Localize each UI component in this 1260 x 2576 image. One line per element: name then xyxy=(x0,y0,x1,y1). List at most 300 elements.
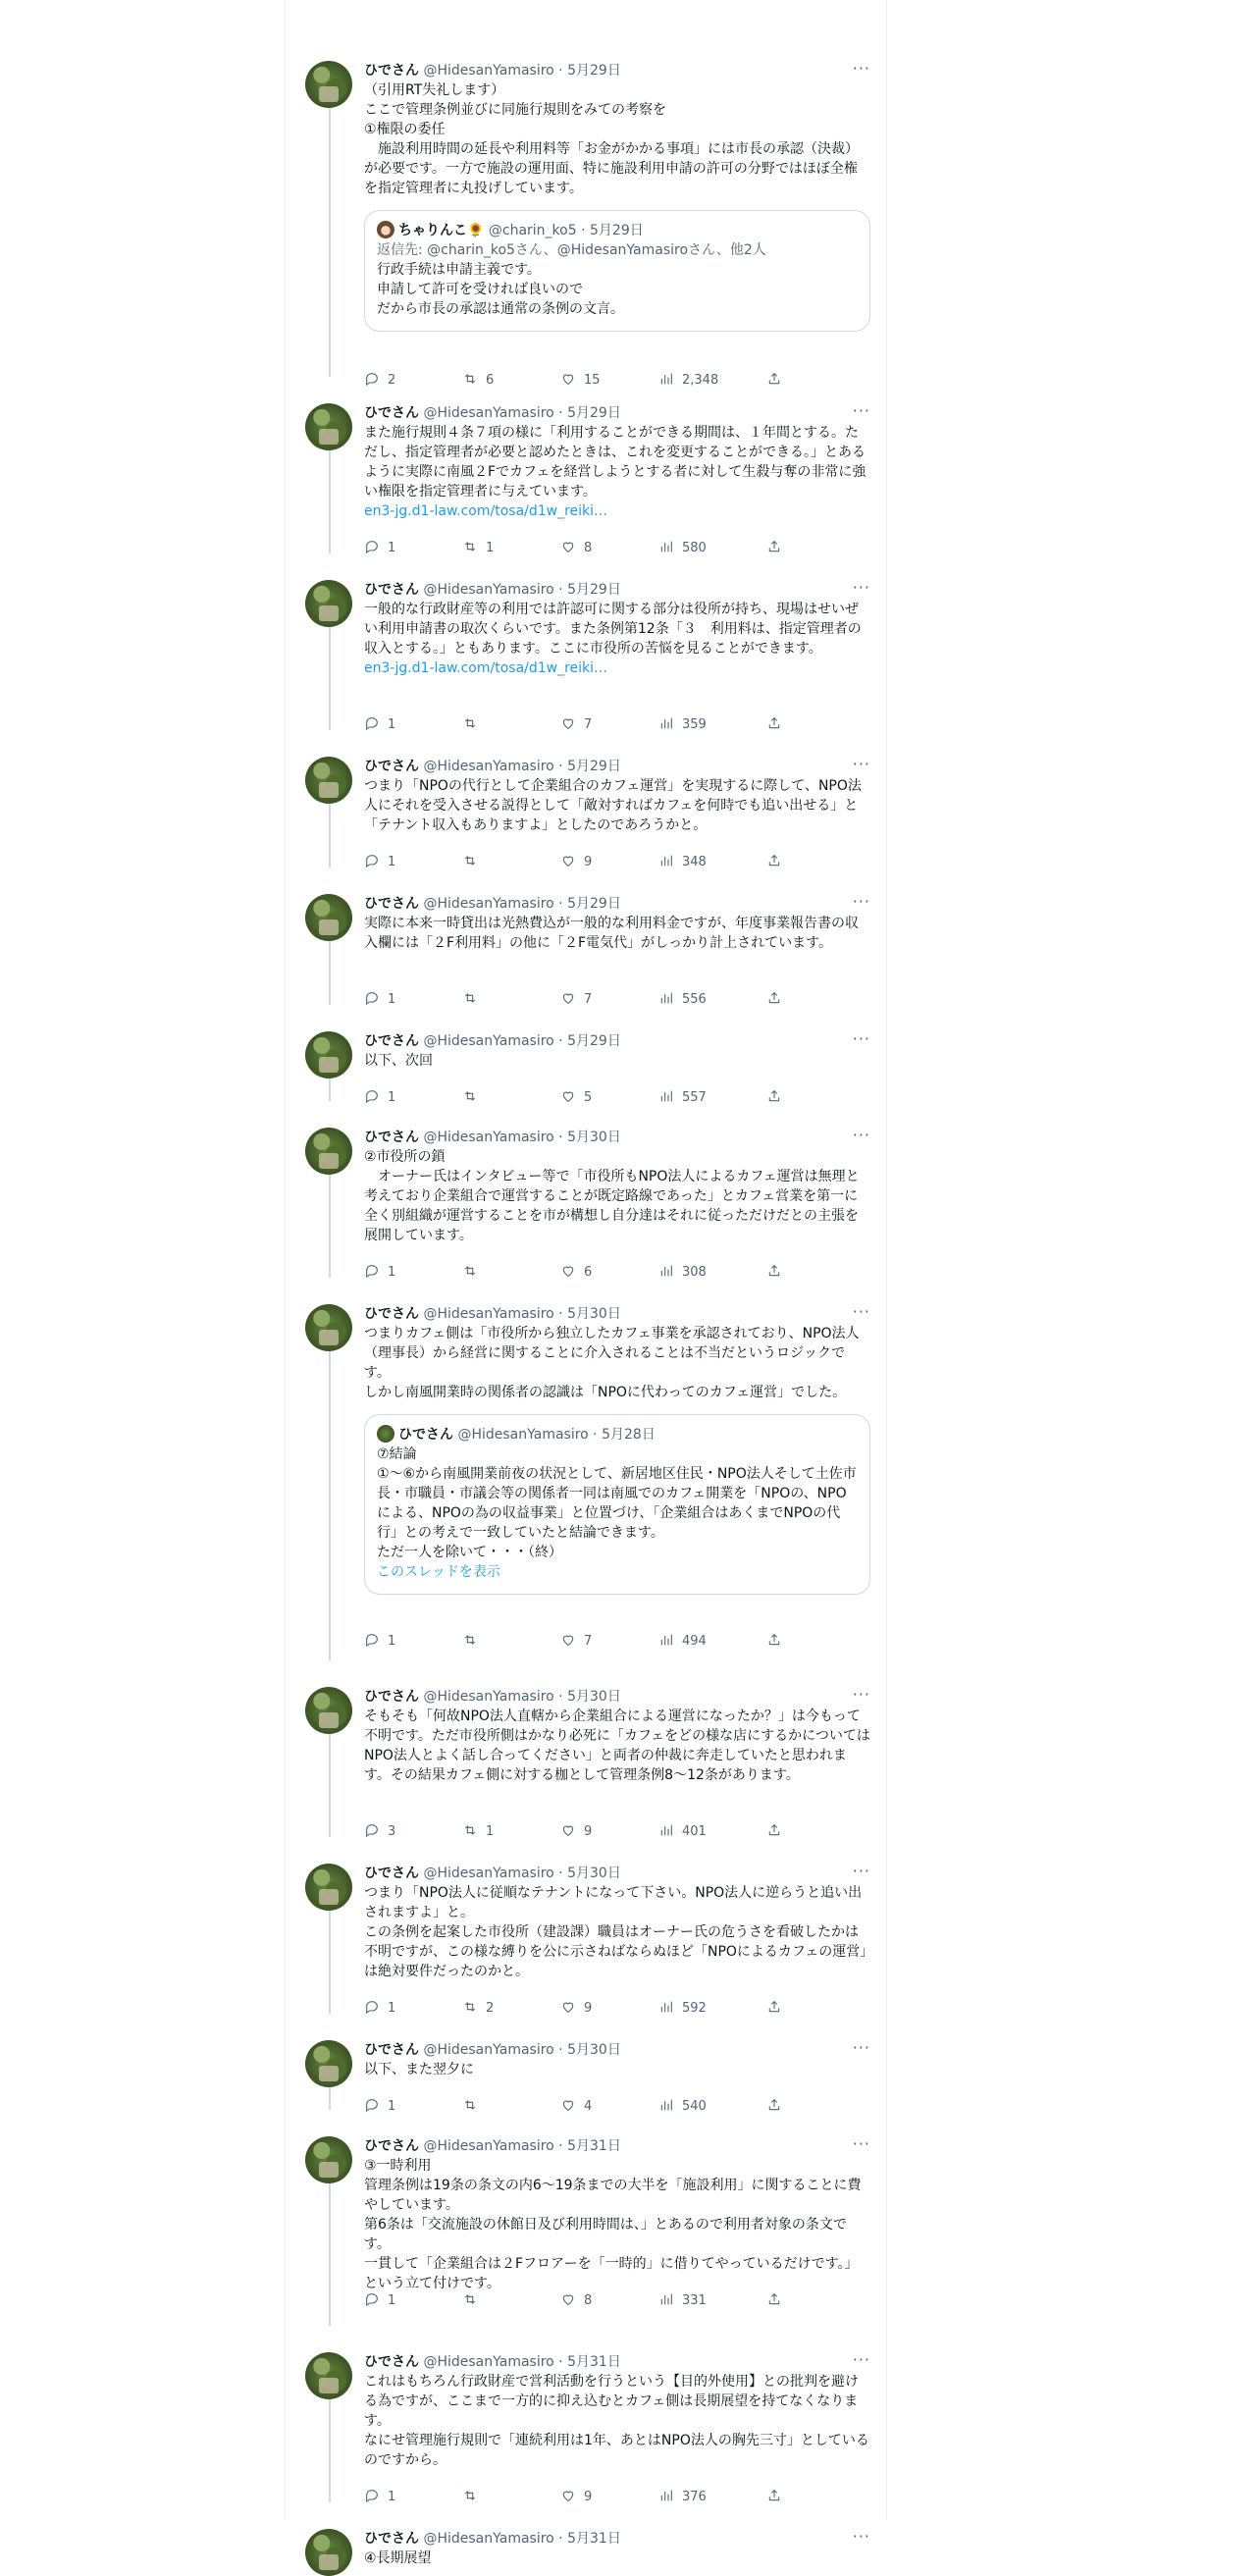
separator-dot: · xyxy=(553,582,568,598)
author-name[interactable]: ひでさん xyxy=(364,582,419,598)
author-handle[interactable]: @HidesanYamasiro xyxy=(423,1866,554,1881)
like-button[interactable] xyxy=(560,1822,592,1842)
reply-icon xyxy=(364,1265,388,1280)
tweet-body xyxy=(364,1685,870,1839)
heart-icon xyxy=(560,855,584,869)
avatar[interactable] xyxy=(305,894,352,941)
reply-icon xyxy=(364,1634,388,1649)
tweet-actions xyxy=(364,715,786,735)
author-handle[interactable]: @HidesanYamasiro xyxy=(423,405,554,421)
more-options-icon[interactable]: ··· xyxy=(852,578,870,597)
tweet-body xyxy=(364,892,870,1007)
retweet-icon xyxy=(462,2099,486,2114)
tweet-header xyxy=(364,580,870,600)
thread-connector-line xyxy=(329,1174,331,1278)
avatar[interactable] xyxy=(305,757,352,804)
tweet-actions xyxy=(364,2488,786,2507)
heart-icon xyxy=(560,2099,584,2114)
quoted-reply-to: 返信先: @charin_ko5さん、@HidesanYamasiroさん、他2人 xyxy=(377,242,766,258)
tweet-header xyxy=(364,757,870,776)
tweet-date[interactable]: 5月29日 xyxy=(567,582,621,598)
tweet-header xyxy=(364,2136,870,2156)
like-count: 8 xyxy=(584,2293,593,2308)
tweet-actions xyxy=(364,853,786,872)
tweet-body xyxy=(364,401,870,555)
tweet-header xyxy=(364,1864,870,1883)
retweet-button[interactable] xyxy=(462,990,486,1010)
share-button[interactable] xyxy=(766,2097,790,2117)
reply-button[interactable] xyxy=(364,715,395,735)
retweet-icon xyxy=(462,541,486,555)
bar-chart-icon xyxy=(658,541,682,555)
view-count: 348 xyxy=(682,855,707,869)
tweet-header xyxy=(364,403,870,423)
retweet-button[interactable] xyxy=(462,371,494,391)
retweet-button[interactable] xyxy=(462,2488,486,2507)
tweet-link[interactable]: en3-jg.d1-law.com/tosa/d1w_reiki… xyxy=(364,660,608,676)
like-button[interactable] xyxy=(560,371,601,391)
quoted-author-name: ちゃりんこ🌻 xyxy=(398,223,485,238)
heart-icon xyxy=(560,2293,584,2308)
tweet-date[interactable]: 5月31日 xyxy=(567,2354,621,2370)
share-button[interactable] xyxy=(766,371,790,391)
views-button[interactable] xyxy=(658,1999,707,2019)
like-count: 9 xyxy=(584,855,593,869)
tweet-actions xyxy=(364,1999,786,2019)
share-icon xyxy=(766,1634,790,1649)
tweet-date[interactable]: 5月31日 xyxy=(567,2531,621,2547)
retweet-button[interactable] xyxy=(462,2291,486,2311)
share-icon xyxy=(766,541,790,555)
tweet-text: ④長期展望 xyxy=(364,2550,432,2566)
view-count: 540 xyxy=(682,2099,707,2114)
like-count: 15 xyxy=(584,373,601,388)
like-button[interactable] xyxy=(560,715,592,735)
reply-count: 1 xyxy=(388,1090,396,1105)
like-button[interactable] xyxy=(560,2097,592,2117)
thread-connector-line xyxy=(329,1733,331,1837)
more-options-icon[interactable]: ··· xyxy=(852,1029,870,1048)
view-count: 401 xyxy=(682,1824,707,1839)
avatar[interactable] xyxy=(305,2529,352,2576)
reply-button[interactable] xyxy=(364,1822,395,1842)
separator-dot: · xyxy=(588,1427,603,1443)
reply-icon xyxy=(364,2099,388,2114)
share-icon xyxy=(766,992,790,1007)
tweet-link[interactable]: en3-jg.d1-law.com/tosa/d1w_reiki… xyxy=(364,503,608,519)
avatar[interactable] xyxy=(305,1864,352,1911)
tweet-actions xyxy=(364,990,786,1010)
reply-button[interactable] xyxy=(364,2488,395,2507)
quoted-avatar xyxy=(377,221,394,238)
separator-dot: · xyxy=(553,1306,568,1322)
author-handle[interactable]: @HidesanYamasiro xyxy=(423,1689,554,1705)
tweet-header xyxy=(364,2040,870,2060)
retweet-button[interactable] xyxy=(462,2097,486,2117)
views-button[interactable] xyxy=(658,2291,707,2311)
tweet-body xyxy=(364,1862,870,2016)
bar-chart-icon xyxy=(658,1634,682,1649)
author-name[interactable]: ひでさん xyxy=(364,405,419,421)
more-options-icon[interactable]: ··· xyxy=(852,1302,870,1321)
more-options-icon[interactable]: ··· xyxy=(852,892,870,911)
like-button[interactable] xyxy=(560,1263,592,1283)
tweet-body xyxy=(364,1126,870,1280)
more-options-icon[interactable]: ··· xyxy=(852,2527,870,2546)
share-button[interactable] xyxy=(766,1088,790,1108)
tweet-body xyxy=(364,1302,870,1649)
share-button[interactable] xyxy=(766,1822,790,1842)
more-options-icon[interactable]: ··· xyxy=(852,1685,870,1704)
thread-connector-line xyxy=(329,2086,331,2110)
retweet-icon xyxy=(462,2001,486,2016)
reply-button[interactable] xyxy=(364,539,395,558)
like-button[interactable] xyxy=(560,2291,592,2311)
author-name[interactable]: ひでさん xyxy=(364,1866,419,1881)
separator-dot: · xyxy=(553,2138,568,2154)
like-count: 7 xyxy=(584,992,593,1007)
tweet-actions xyxy=(364,2291,786,2311)
bar-chart-icon xyxy=(658,1265,682,1280)
quoted-author-handle: @charin_ko5 xyxy=(488,223,577,238)
share-button[interactable] xyxy=(766,715,790,735)
author-name[interactable]: ひでさん xyxy=(364,1033,419,1049)
tweet-date[interactable]: 5月30日 xyxy=(567,2042,621,2058)
author-name[interactable]: ひでさん xyxy=(364,1130,419,1145)
like-button[interactable] xyxy=(560,1088,592,1108)
views-button[interactable] xyxy=(658,371,718,391)
tweet-body xyxy=(364,2350,870,2504)
tweet-actions xyxy=(364,1632,786,1652)
tweet-header xyxy=(364,1031,870,1051)
views-button[interactable] xyxy=(658,715,707,735)
share-icon xyxy=(766,2293,790,2308)
author-handle[interactable]: @HidesanYamasiro xyxy=(423,2531,554,2547)
thread-connector-line xyxy=(329,2398,331,2502)
author-handle[interactable]: @HidesanYamasiro xyxy=(423,2138,554,2154)
tweet-header xyxy=(364,894,870,914)
tweet-actions xyxy=(364,1088,786,1108)
share-icon xyxy=(766,2099,790,2114)
reply-icon xyxy=(364,1090,388,1105)
author-name[interactable]: ひでさん xyxy=(364,1306,419,1322)
avatar[interactable] xyxy=(305,1687,352,1734)
share-icon xyxy=(766,1090,790,1105)
avatar[interactable] xyxy=(305,403,352,450)
avatar[interactable] xyxy=(305,1031,352,1078)
retweet-button[interactable] xyxy=(462,1999,494,2019)
author-name[interactable]: ひでさん xyxy=(364,63,419,79)
tweet-text: つまり「NPOの代行として企業組合のカフェ運営」を実現するに際して、NPO法人にそれを受入させる説得として「敵対すればカフェを何時でも追い出せる」と「テナント収入もありますよ」としたのであろうかと。 xyxy=(364,778,862,833)
retweet-button[interactable] xyxy=(462,539,494,558)
separator-dot: · xyxy=(553,1866,568,1881)
heart-icon xyxy=(560,1634,584,1649)
retweet-button[interactable] xyxy=(462,1822,494,1842)
more-options-icon[interactable]: ··· xyxy=(852,2038,870,2057)
author-name[interactable]: ひでさん xyxy=(364,896,419,912)
show-thread-link[interactable]: このスレッドを表示 xyxy=(377,1564,500,1580)
thread-connector-line xyxy=(329,803,331,867)
separator-dot: · xyxy=(553,1689,568,1705)
retweet-button[interactable] xyxy=(462,715,486,735)
reply-icon xyxy=(364,1824,388,1839)
tweet-date[interactable]: 5月29日 xyxy=(567,896,621,912)
bar-chart-icon xyxy=(658,2099,682,2114)
author-name[interactable]: ひでさん xyxy=(364,2531,419,2547)
avatar[interactable] xyxy=(305,2136,352,2183)
tweet-body xyxy=(364,755,870,869)
view-count: 376 xyxy=(682,2490,707,2504)
quoted-tweet[interactable] xyxy=(364,1414,870,1595)
more-options-icon[interactable]: ··· xyxy=(852,1862,870,1880)
bar-chart-icon xyxy=(658,1090,682,1105)
reply-button[interactable] xyxy=(364,1999,395,2019)
like-count: 9 xyxy=(584,2001,593,2016)
retweet-icon xyxy=(462,855,486,869)
retweet-count: 6 xyxy=(486,373,495,388)
avatar[interactable] xyxy=(305,2040,352,2087)
like-count: 5 xyxy=(584,1090,593,1105)
reply-count: 1 xyxy=(388,2293,396,2308)
tweet-body xyxy=(364,2134,870,2308)
views-button[interactable] xyxy=(658,539,707,558)
reply-button[interactable] xyxy=(364,371,395,391)
separator-dot: · xyxy=(553,1130,568,1145)
avatar[interactable] xyxy=(305,61,352,108)
share-icon xyxy=(766,2490,790,2504)
reply-button[interactable] xyxy=(364,2291,395,2311)
view-count: 2,348 xyxy=(682,373,719,388)
tweet-thread xyxy=(286,0,886,2566)
view-count: 359 xyxy=(682,717,707,732)
reply-count: 1 xyxy=(388,541,396,555)
share-button[interactable] xyxy=(766,990,790,1010)
share-button[interactable] xyxy=(766,1263,790,1283)
quoted-tweet[interactable] xyxy=(364,210,870,332)
tweet-header xyxy=(364,1128,870,1147)
heart-icon xyxy=(560,541,584,555)
tweet-text: つまり「NPO法人に従順なテナントになって下さい。NPO法人に逆らうと追い出されますよ」と。 この条例を起案した市役所（建設課）職員はオーナー氏の危うさを看破したかは不明ですが、この様な縛りを公に示さねばならぬほど「NPOによるカフェの運営」は絶対要件だったのかと。 xyxy=(364,1885,867,1979)
bar-chart-icon xyxy=(658,373,682,388)
reply-count: 1 xyxy=(388,1265,396,1280)
quoted-text: ⑦結論 ①～⑥から南風開業前夜の状況として、新居地区住民・NPO法人そして土佐市長・市職員・市議会等の関係者一同は南風でのカフェ開業を「NPOの、NPOによる、NPOの為の収益事業」と位置づけ、「企業組合はあくまでNPOの代行」との考えで一致していたと結論できます。 ただ一人を除いて・・・（終） xyxy=(377,1446,857,1560)
reply-button[interactable] xyxy=(364,853,395,872)
like-button[interactable] xyxy=(560,539,592,558)
views-button[interactable] xyxy=(658,1088,707,1108)
quoted-tweet-header xyxy=(377,221,858,240)
quoted-text: 行政手続は申請主義です。 申請して許可を受ければ良いので だから市長の承認は通常の条例の文言。 xyxy=(377,262,624,317)
view-count: 494 xyxy=(682,1634,707,1649)
reply-count: 1 xyxy=(388,2099,396,2114)
author-name[interactable]: ひでさん xyxy=(364,1689,419,1705)
tweet-body xyxy=(364,1029,870,1105)
author-handle[interactable]: @HidesanYamasiro xyxy=(423,63,554,79)
author-handle[interactable]: @HidesanYamasiro xyxy=(423,2354,554,2370)
author-name[interactable]: ひでさん xyxy=(364,2042,419,2058)
quoted-author-name: ひでさん xyxy=(398,1427,453,1443)
view-count: 308 xyxy=(682,1265,707,1280)
like-button[interactable] xyxy=(560,853,592,872)
reply-button[interactable] xyxy=(364,1632,395,1652)
author-handle[interactable]: @HidesanYamasiro xyxy=(423,1306,554,1322)
share-button[interactable] xyxy=(766,853,790,872)
tweet-date[interactable]: 5月29日 xyxy=(567,405,621,421)
tweet-date[interactable]: 5月29日 xyxy=(567,63,621,79)
view-count: 580 xyxy=(682,541,707,555)
share-button[interactable] xyxy=(766,1999,790,2019)
tweet-header xyxy=(364,1304,870,1324)
bar-chart-icon xyxy=(658,2001,682,2016)
tweet-date[interactable]: 5月30日 xyxy=(567,1306,621,1322)
retweet-icon xyxy=(462,1634,486,1649)
tweet-text: また施行規則４条７項の様に「利用することができる期間は、１年間とする。ただし、指定管理者が必要と認めたときは、これを変更することができる。」とあるように実際に南風２Fでカフェを経営しようとする者に対して生殺与奪の非常に強い権限を指定管理者に与えています。 xyxy=(364,425,866,499)
more-options-icon[interactable]: ··· xyxy=(852,1126,870,1144)
more-options-icon[interactable]: ··· xyxy=(852,2350,870,2369)
separator-dot: · xyxy=(553,2354,568,2370)
reply-button[interactable] xyxy=(364,2097,395,2117)
author-name[interactable]: ひでさん xyxy=(364,759,419,774)
author-handle[interactable]: @HidesanYamasiro xyxy=(423,582,554,598)
tweet-date[interactable]: 5月30日 xyxy=(567,1689,621,1705)
tweet-header xyxy=(364,1687,870,1707)
tweet-header xyxy=(364,2352,870,2372)
reply-count: 1 xyxy=(388,2490,396,2504)
tweet-date[interactable]: 5月29日 xyxy=(567,759,621,774)
reply-button[interactable] xyxy=(364,1088,395,1108)
separator-dot: · xyxy=(553,2531,568,2547)
retweet-icon xyxy=(462,1090,486,1105)
avatar[interactable] xyxy=(305,1128,352,1175)
quoted-date: 5月29日 xyxy=(590,223,644,238)
avatar[interactable] xyxy=(305,1304,352,1351)
quoted-date: 5月28日 xyxy=(602,1427,656,1443)
tweet-text: ②市役所の鎖 オーナー氏はインタビュー等で「市役所もNPO法人によるカフェ運営は無理と考えており企業組合で運営することが既定路線であった」とカフェ営業を第一に全く別組織が運営することを市が構想し自分達はそれに従っただけだとの主張を展開しています。 xyxy=(364,1149,860,1243)
tweet-date[interactable]: 5月29日 xyxy=(567,1033,621,1049)
thread-connector-line xyxy=(329,940,331,1005)
more-options-icon[interactable]: ··· xyxy=(852,59,870,78)
author-name[interactable]: ひでさん xyxy=(364,2354,419,2370)
separator-dot: · xyxy=(553,759,568,774)
heart-icon xyxy=(560,2490,584,2504)
retweet-count: 1 xyxy=(486,1824,495,1839)
reply-button[interactable] xyxy=(364,1263,395,1283)
like-button[interactable] xyxy=(560,990,592,1010)
reply-icon xyxy=(364,717,388,732)
heart-icon xyxy=(560,1824,584,1839)
reply-count: 1 xyxy=(388,717,396,732)
avatar[interactable] xyxy=(305,2352,352,2399)
reply-button[interactable] xyxy=(364,990,395,1010)
retweet-button[interactable] xyxy=(462,1263,486,1283)
tweet-date[interactable]: 5月30日 xyxy=(567,1130,621,1145)
tweet-actions xyxy=(364,2097,786,2117)
share-button[interactable] xyxy=(766,2291,790,2311)
tweet-date[interactable]: 5月31日 xyxy=(567,2138,621,2154)
thread-connector-line xyxy=(329,1078,331,1101)
more-options-icon[interactable]: ··· xyxy=(852,401,870,420)
tweet-actions xyxy=(364,1822,786,1842)
retweet-button[interactable] xyxy=(462,853,486,872)
reply-count: 2 xyxy=(388,373,396,388)
like-button[interactable] xyxy=(560,2488,592,2507)
retweet-icon xyxy=(462,373,486,388)
reply-count: 3 xyxy=(388,1824,396,1839)
bar-chart-icon xyxy=(658,2293,682,2308)
views-button[interactable] xyxy=(658,1632,707,1652)
author-handle[interactable]: @HidesanYamasiro xyxy=(423,1033,554,1049)
author-handle[interactable]: @HidesanYamasiro xyxy=(423,896,554,912)
separator-dot: · xyxy=(553,896,568,912)
view-count: 331 xyxy=(682,2293,707,2308)
author-name[interactable]: ひでさん xyxy=(364,2138,419,2154)
tweet-text: 一般的な行政財産等の利用では許認可に関する部分は役所が持ち、現場はせいぜい利用申請書の取次くらいです。また条例第12条「３ 利用料は、指定管理者の収入とする。」ともあります。ここに市役所の苦悩を見ることができます。 xyxy=(364,602,862,657)
tweet-text: つまりカフェ側は「市役所から独立したカフェ事業を承認されており、NPO法人（理事長）から経営に関することに介入されることは不当だというロジックです。 しかし南風開業時の関係者の認識は「NPOに代わってのカフェ運営」でした。 xyxy=(364,1326,860,1400)
author-handle[interactable]: @HidesanYamasiro xyxy=(423,759,554,774)
thread-connector-line xyxy=(329,2182,331,2326)
tweet-date[interactable]: 5月30日 xyxy=(567,1866,621,1881)
more-options-icon[interactable]: ··· xyxy=(852,2134,870,2153)
heart-icon xyxy=(560,373,584,388)
views-button[interactable] xyxy=(658,990,707,1010)
separator-dot: · xyxy=(576,223,590,238)
thread-connector-line xyxy=(329,449,331,553)
views-button[interactable] xyxy=(658,1822,707,1842)
like-count: 6 xyxy=(584,1265,593,1280)
views-button[interactable] xyxy=(658,2488,707,2507)
like-button[interactable] xyxy=(560,1632,592,1652)
separator-dot: · xyxy=(553,1033,568,1049)
heart-icon xyxy=(560,1090,584,1105)
like-button[interactable] xyxy=(560,1999,592,2019)
reply-icon xyxy=(364,855,388,869)
retweet-button[interactable] xyxy=(462,1088,486,1108)
thread-connector-line xyxy=(329,626,331,730)
retweet-count: 2 xyxy=(486,2001,495,2016)
bar-chart-icon xyxy=(658,992,682,1007)
views-button[interactable] xyxy=(658,2097,707,2117)
tweet-actions xyxy=(364,371,786,391)
tweet-text: 実際に本来一時貸出は光熱費込が一般的な利用料金ですが、年度事業報告書の収入欄には「２F利用料」の他に「２F電気代」がしっかり計上されています。 xyxy=(364,916,859,951)
retweet-button[interactable] xyxy=(462,1632,486,1652)
share-button[interactable] xyxy=(766,2488,790,2507)
views-button[interactable] xyxy=(658,853,707,872)
tweet-body xyxy=(364,2529,870,2568)
more-options-icon[interactable]: ··· xyxy=(852,755,870,773)
view-count: 557 xyxy=(682,1090,707,1105)
reply-count: 1 xyxy=(388,2001,396,2016)
like-count: 9 xyxy=(584,1824,593,1839)
retweet-icon xyxy=(462,2490,486,2504)
heart-icon xyxy=(560,717,584,732)
bar-chart-icon xyxy=(658,717,682,732)
views-button[interactable] xyxy=(658,1263,707,1283)
heart-icon xyxy=(560,992,584,1007)
share-icon xyxy=(766,373,790,388)
author-handle[interactable]: @HidesanYamasiro xyxy=(423,2042,554,2058)
tweet-text: ③一時利用 管理条例は19条の条文の内6～19条までの大半を「施設利用」に関することに費やしています。 第6条は「交流施設の休館日及び利用時間は、」とあるので利用者対象の条文です。 一貫して「企業組合は２Fフロアーを「一時的」に借りてやっているだけです。」という立て付けです。 xyxy=(364,2158,862,2291)
avatar[interactable] xyxy=(305,580,352,627)
bar-chart-icon xyxy=(658,2490,682,2504)
author-handle[interactable]: @HidesanYamasiro xyxy=(423,1130,554,1145)
tweet-text: 以下、次回 xyxy=(364,1053,433,1069)
reply-icon xyxy=(364,992,388,1007)
share-button[interactable] xyxy=(766,1632,790,1652)
share-icon xyxy=(766,1265,790,1280)
view-count: 556 xyxy=(682,992,707,1007)
retweet-count: 1 xyxy=(486,541,495,555)
retweet-icon xyxy=(462,1265,486,1280)
share-button[interactable] xyxy=(766,539,790,558)
